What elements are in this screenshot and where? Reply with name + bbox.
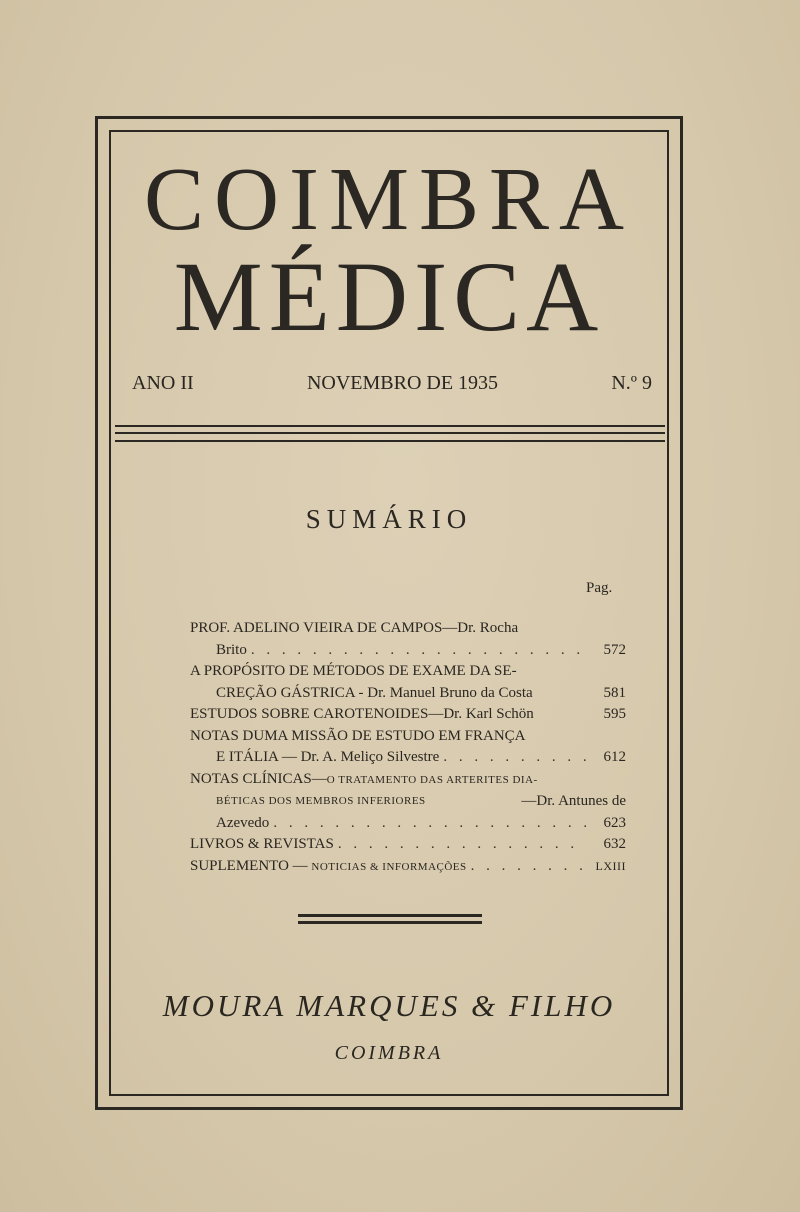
divider-rule-2	[115, 432, 665, 434]
toc-entry-author: —Dr. Antunes de	[521, 793, 626, 809]
toc-page-number: LXIII	[595, 858, 626, 873]
title-line-2: MÉDICA	[173, 241, 605, 352]
ornament-rule-1	[298, 914, 482, 917]
title-line-1: COIMBRA	[143, 150, 635, 249]
divider-rule-3	[115, 440, 665, 442]
leader-dots	[338, 834, 586, 856]
leader-dots	[471, 856, 586, 878]
toc-entry-title: NOTAS CLÍNICAS—	[190, 770, 327, 787]
toc-entry	[190, 769, 626, 835]
toc-entry-author: Brito	[216, 641, 247, 658]
toc-entry	[190, 834, 626, 856]
toc-page-number: 581	[603, 684, 626, 701]
publisher-city: COIMBRA	[334, 1042, 444, 1064]
toc-page-number: 612	[603, 749, 626, 765]
toc-entry-author: E ITÁLIA — Dr. A. Meliço Silvestre	[216, 749, 440, 765]
toc-entry	[190, 618, 626, 661]
toc-entry	[190, 661, 626, 704]
toc-entry-subtitle-cont: BÉTICAS DOS MEMBROS INFERIORES	[216, 795, 426, 807]
toc-entry-title: LIVROS & REVISTAS	[190, 836, 334, 852]
publisher-name: MOURA MARQUES & FILHO	[162, 988, 616, 1023]
toc-page-number: 632	[603, 836, 626, 852]
toc-page-number: 572	[603, 641, 626, 658]
leader-dots	[443, 747, 586, 769]
divider-rule-1	[115, 425, 665, 427]
toc-entry-author: CREÇÃO GÁSTRICA - Dr. Manuel Bruno da Costa	[216, 684, 533, 701]
toc-entry-title: PROF. ADELINO VIEIRA DE CAMPOS—Dr. Rocha	[190, 620, 519, 636]
toc-entry	[190, 704, 626, 726]
toc-entry-title: ESTUDOS SOBRE CAROTENOIDES—Dr. Karl Schön	[190, 706, 534, 722]
leader-dots	[273, 813, 586, 835]
toc-entry-title: NOTAS DUMA MISSÃO DE ESTUDO EM FRANÇA	[190, 727, 526, 744]
issue-date: NOVEMBRO DE 1935	[306, 372, 499, 394]
toc-entry	[190, 726, 626, 769]
toc-entry-subtitle: NOTICIAS & INFORMAÇÕES	[311, 860, 467, 873]
issue-year: ANO II	[132, 372, 194, 394]
table-of-contents	[190, 618, 626, 878]
toc-entry-title: SUPLEMENTO —	[190, 857, 312, 874]
page-column-label: Pag.	[586, 580, 613, 596]
toc-page-number: 595	[603, 706, 626, 722]
toc-page-number: 623	[603, 814, 626, 831]
issue-info	[132, 372, 652, 395]
contents-heading: SUMÁRIO	[305, 504, 473, 534]
toc-entry-author-cont: Azevedo	[216, 814, 270, 831]
toc-entry-title: A PROPÓSITO DE MÉTODOS DE EXAME DA SE-	[190, 663, 517, 679]
leader-dots	[251, 640, 586, 662]
toc-entry	[190, 856, 626, 879]
toc-entry-subtitle: O TRATAMENTO DAS ARTERITES DIA-	[326, 773, 538, 786]
issue-number: N.º 9	[611, 372, 652, 394]
ornament-rule-2	[298, 921, 482, 924]
